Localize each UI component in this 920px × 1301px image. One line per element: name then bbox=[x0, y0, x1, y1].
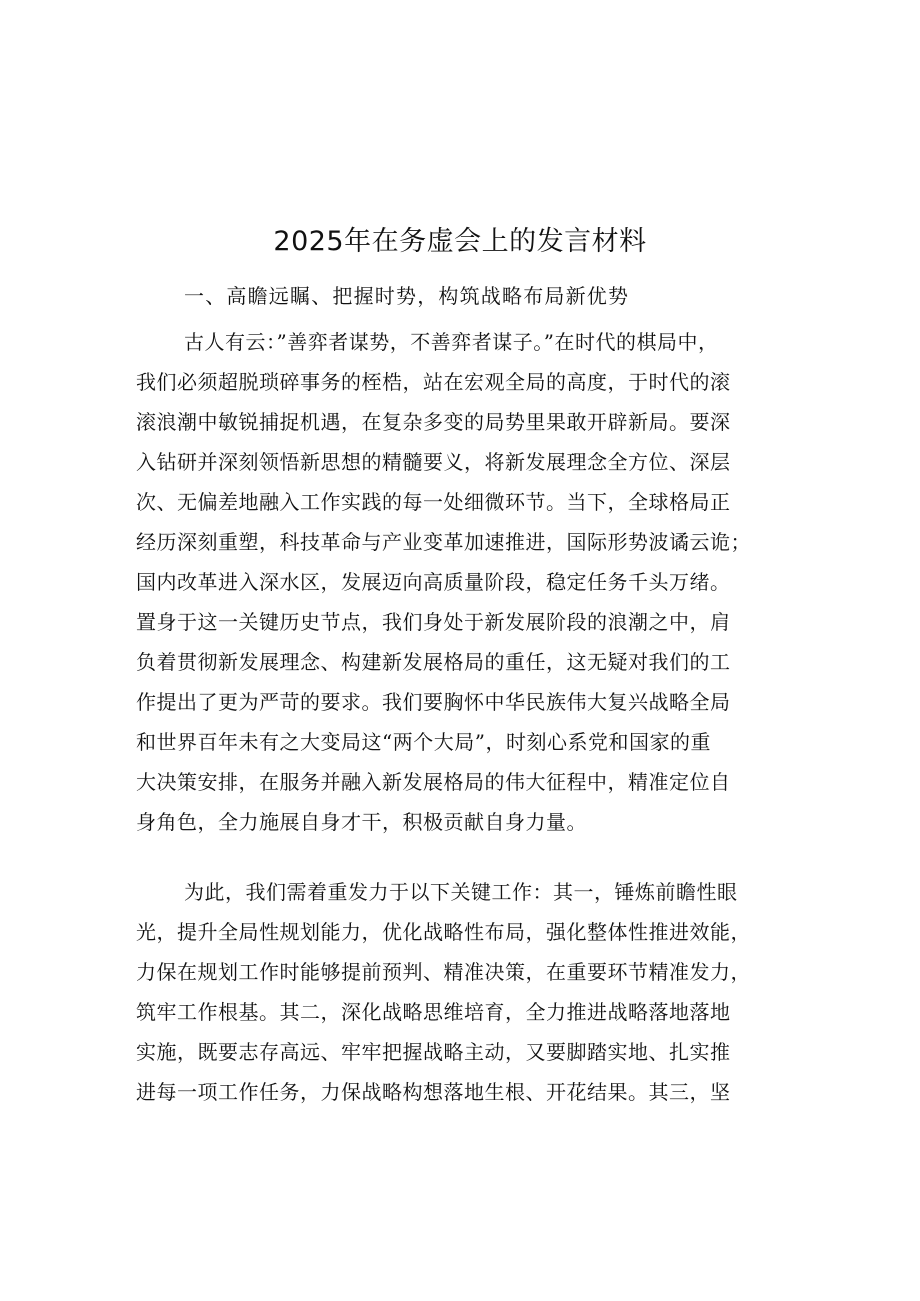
paragraph-line: 光，提升全局性规划能力，优化战略性布局，强化整体性推进效能， bbox=[136, 920, 751, 944]
paragraph-line: 置身于这一关键历史节点，我们身处于新发展阶段的浪潮之中，肩 bbox=[136, 610, 731, 634]
paragraph-2 bbox=[136, 872, 796, 1112]
paragraph-line: 我们必须超脱琐碎事务的桎梏，站在宏观全局的高度，于时代的滚 bbox=[136, 370, 731, 394]
paragraph-1 bbox=[136, 322, 796, 842]
paragraph-line: 和世界百年未有之大变局这“两个大局”，时刻心系党和国家的重 bbox=[136, 730, 711, 754]
paragraph-line: 实施，既要志存高远、牢牢把握战略主动，又要脚踏实地、扎实推 bbox=[136, 1040, 731, 1064]
section-heading: 一、高瞻远瞩、把握时势，构筑战略布局新优势 bbox=[184, 284, 630, 308]
paragraph-line: 身角色，全力施展自身才干，积极贡献自身力量。 bbox=[136, 810, 587, 834]
paragraph-line: 筑牢工作根基。其二，深化战略思维培育，全力推进战略落地落地 bbox=[136, 1000, 731, 1024]
paragraph-line: 滚浪潮中敏锐捕捉机遇，在复杂多变的局势里果敢开辟新局。要深 bbox=[136, 410, 731, 434]
paragraph-line: 国内改革进入深水区，发展迈向高质量阶段，稳定任务千头万绪。 bbox=[136, 570, 731, 594]
paragraph-line: 入钻研并深刻领悟新思想的精髓要义，将新发展理念全方位、深层 bbox=[136, 450, 731, 474]
paragraph-line: 负着贯彻新发展理念、构建新发展格局的重任，这无疑对我们的工 bbox=[136, 650, 731, 674]
paragraph-line: 经历深刻重塑，科技革命与产业变革加速推进，国际形势波谲云诡； bbox=[136, 530, 751, 554]
paragraph-line: 大决策安排，在服务并融入新发展格局的伟大征程中，精准定位自 bbox=[136, 770, 731, 794]
paragraph-line: 进每一项工作任务，力保战略构想落地生根、开花结果。其三，坚 bbox=[136, 1080, 731, 1104]
paragraph-line: 次、无偏差地融入工作实践的每一处细微环节。当下，全球格局正 bbox=[136, 490, 731, 514]
document-title: 2025年在务虚会上的发言材料 bbox=[273, 226, 647, 257]
paragraph-line: 古人有云：”善弈者谋势，不善弈者谋子。”在时代的棋局中， bbox=[184, 330, 719, 354]
paragraph-line: 为此，我们需着重发力于以下关键工作：其一，锤炼前瞻性眼 bbox=[184, 880, 738, 904]
paragraph-line: 力保在规划工作时能够提前预判、精准决策，在重要环节精准发力， bbox=[136, 960, 751, 984]
paragraph-line: 作提出了更为严苛的要求。我们要胸怀中华民族伟大复兴战略全局 bbox=[136, 690, 731, 714]
